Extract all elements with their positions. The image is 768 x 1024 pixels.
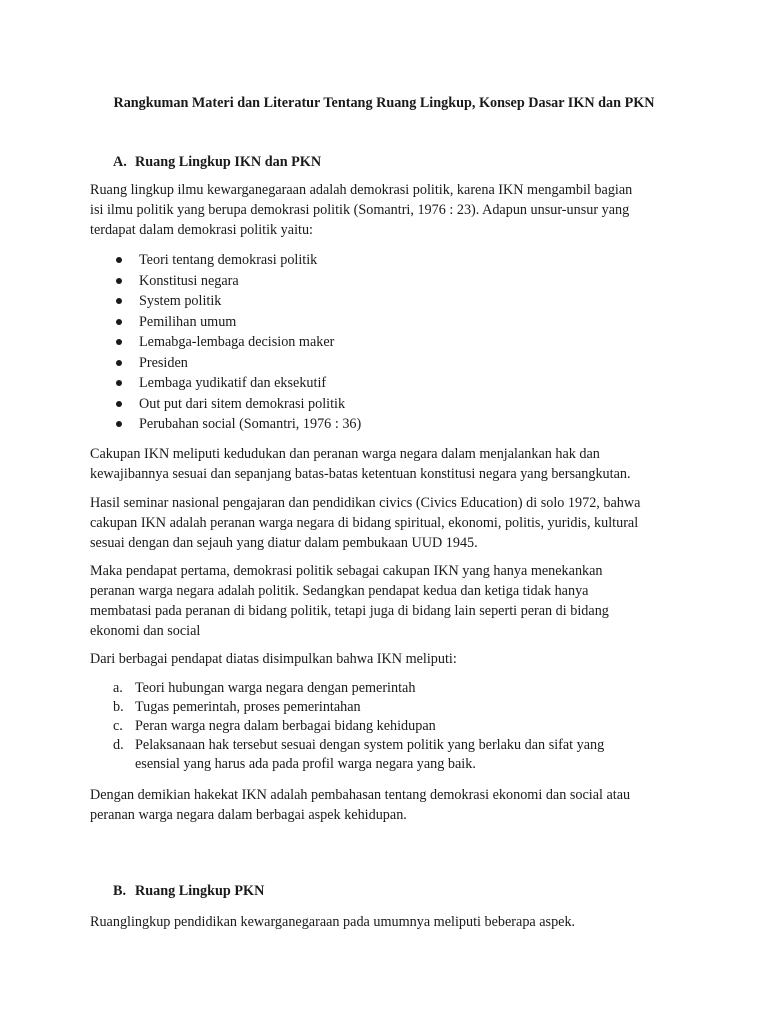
list-marker: c. [113, 718, 123, 734]
paragraph-maka [90, 561, 690, 641]
text-line: isi ilmu politik yang berupa demokrasi politik (Somantri, 1976 : 23). Adapun unsur-unsur yang [90, 202, 630, 218]
text-line: membatasi pada peranan di bidang politik, tetapi juga di bidang lain seperti peran di bidang [90, 603, 609, 619]
text-line: kewajibannya sesuai dan sepanjang batas-batas ketentuan konstitusi negara yang bersangkutan. [90, 466, 631, 482]
list-item: Pemilihan umum [0, 312, 768, 333]
text-line: Hasil seminar nasional pengajaran dan pendidikan civics (Civics Education) di solo 1972, bahwa [90, 495, 641, 511]
text-line: ekonomi dan social [90, 623, 201, 639]
bullet-icon [116, 298, 122, 304]
list-item: c. Peran warga negra dalam berbagai bidang kehidupan [113, 718, 436, 734]
list-item: Presiden [0, 353, 768, 374]
text-line: sesuai dengan dan sejauh yang diatur dalam pembukaan UUD 1945. [90, 535, 478, 551]
bullet-icon [116, 257, 122, 263]
bullet-icon [116, 319, 122, 325]
list-item: System politik [0, 291, 768, 312]
list-marker: b. [113, 699, 124, 715]
list-item: Out put dari sitem demokrasi politik [0, 394, 768, 415]
section-a-title: Ruang Lingkup IKN dan PKN [135, 154, 322, 170]
section-a-heading [113, 152, 321, 172]
text-line: Ruanglingkup pendidikan kewarganegaraan pada umumnya meliputi beberapa aspek. [90, 914, 576, 930]
bullet-icon [116, 278, 122, 284]
bullet-icon [116, 360, 122, 366]
section-b-title: Ruang Lingkup PKN [135, 883, 265, 899]
section-b-letter: B. [113, 883, 127, 899]
text-line: Cakupan IKN meliputi kedudukan dan peranan warga negara dalam menjalankan hak dan [90, 446, 600, 462]
text-line: Ruang lingkup ilmu kewarganegaraan adalah demokrasi politik, karena IKN mengambil bagian [90, 182, 633, 198]
bullet-icon [116, 380, 122, 386]
list-item: Perubahan social (Somantri, 1976 : 36) [0, 414, 768, 435]
list-item: a. Teori hubungan warga negara dengan pemerintah [113, 680, 416, 696]
bullet-icon [116, 401, 122, 407]
text-line: terdapat dalam demokrasi politik yaitu: [90, 222, 313, 238]
paragraph-cakupan [90, 444, 690, 484]
list-item: Konstitusi negara [0, 271, 768, 292]
text-line: peranan warga negara dalam berbagai aspek kehidupan. [90, 807, 407, 823]
list-item: Lemabga-lembaga decision maker [0, 332, 768, 353]
paragraph-dengan-demikian [90, 785, 690, 825]
text-line: cakupan IKN adalah peranan warga negara di bidang spiritual, ekonomi, politis, yuridis, kultural [90, 515, 639, 531]
list-item: Lembaga yudikatif dan eksekutif [0, 373, 768, 394]
list-marker: d. [113, 737, 124, 753]
text-line: Dengan demikian hakekat IKN adalah pembahasan tentang demokrasi ekonomi dan social atau [90, 787, 631, 803]
text-line: Maka pendapat pertama, demokrasi politik sebagai cakupan IKN yang hanya menekankan [90, 563, 603, 579]
section-a-letter: A. [113, 154, 127, 170]
bullet-icon [116, 421, 122, 427]
text-line: Dari berbagai pendapat diatas disimpulkan bahwa IKN meliputi: [90, 651, 457, 667]
bullet-icon [116, 339, 122, 345]
list-item: Teori tentang demokrasi politik [0, 250, 768, 271]
list-item: d. Pelaksanaan hak tersebut sesuai dengan system politik yang berlaku dan sifat yang esensial yang harus ada pada profil warga negara yang baik. [113, 737, 605, 772]
text-line: peranan warga negara adalah politik. Sedangkan pendapat kedua dan ketiga tidak hanya [90, 583, 589, 599]
section-b-intro [90, 912, 690, 932]
democracy-elements-list [0, 250, 768, 435]
list-marker: a. [113, 680, 123, 696]
document-title: Rangkuman Materi dan Literatur Tentang Ruang Lingkup, Konsep Dasar IKN dan PKN [113, 95, 655, 111]
ikn-scope-list [0, 679, 768, 774]
paragraph-dari [90, 649, 690, 669]
paragraph-hasil-seminar [90, 493, 690, 553]
section-a-intro [90, 180, 690, 240]
list-item: b. Tugas pemerintah, proses pemerintahan [113, 699, 361, 715]
section-b-heading [113, 881, 264, 901]
